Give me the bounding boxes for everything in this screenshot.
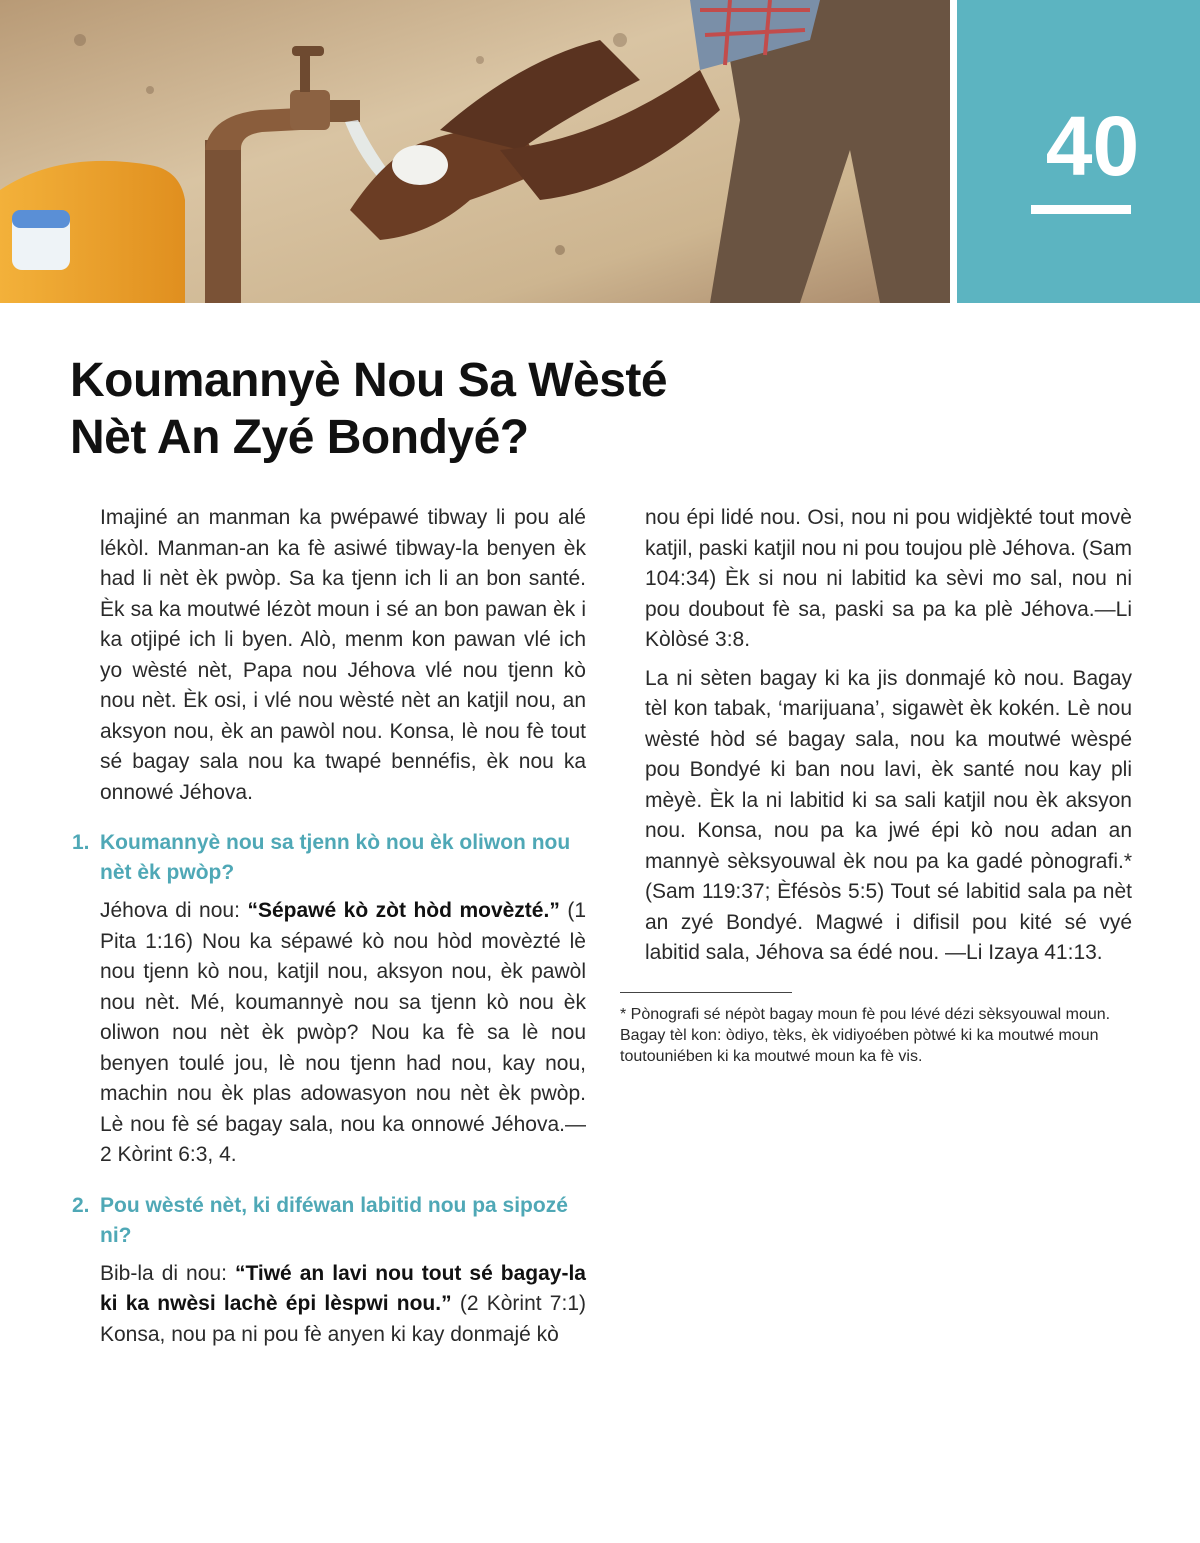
- right-column: [645, 503, 1132, 969]
- answer-2-body: (2 Kòrint 7:1) Konsa, nou pa ni pou fè anyen ki kay donmajé kò: [100, 1292, 586, 1346]
- answer-1-paragraph: [100, 896, 586, 1171]
- lesson-number: 40: [1045, 99, 1140, 193]
- question-2-number: 2.: [72, 1193, 90, 1217]
- answer-2-quote: “Tiwé an lavi nou tout sé bagay-la ki ka nwèsi lachè épi lèspwi nou.”: [100, 1261, 586, 1315]
- question-1-text: Koumannyè nou sa tjenn kò nou èk oliwon nou nèt èk pwòp?: [100, 831, 571, 884]
- left-column: [72, 503, 586, 1350]
- answer-2-paragraph-start: [100, 1259, 586, 1351]
- answer-1-lead: Jéhova di nou:: [100, 899, 248, 922]
- footnote: * Pònografi sé népòt bagay moun fè pou lévé dézi sèksyouwal moun. Bagay tèl kon: òdiyo, tèks, èk vidiyoében pòtwé ki ka moutwé moun toutouniében ki ka moutwé moun ka fè vis.: [620, 1006, 1111, 1065]
- answer-2-lead: Bib-la di nou:: [100, 1261, 235, 1285]
- intro-paragraph: Imajiné an manman ka pwépawé tibway li pou alé lékòl. Manman-an ka fè asiwé tibway-la benyen èk had li nèt èk pwòp. Sa ka tjenn ich li an bon santé. Èk sa ka moutwé lézòt moun i sé an bon pawan èk i ka otjipé ich li byen. Alò, menm kon pawan vlé ich yo wèsté nèt, Papa nou Jéhova vlé nou tjenn kò nou nèt. Èk osi, i vlé nou wèsté nèt an katjil nou, an aksyon nou, èk an pawòl nou. Konsa, lè nou fè tout sé bagay sala nou ka twapé bennéfis, èk nou ka onnowé Jéhova.: [100, 506, 586, 804]
- answer-1-quote: “Sépawé kò zòt hòd movèzté.”: [247, 899, 560, 922]
- hand-washing-photo-icon: [0, 0, 950, 303]
- question-2: [72, 1191, 586, 1251]
- lesson-number-underline: [1031, 205, 1131, 214]
- paragraph-3: La ni sèten bagay ki ka jis donmajé kò nou. Bagay tèl kon tabak, ‘marijuana’, sigawèt èk kokén. Lè nou wèsté hòd sé bagay sala, nou ka moutwé wèspé pou Bondyé ki ban nou lavi, èk santé nou kay pli mèyè. Èk la ni labitid ki sa sali katjil nou èk aksyon nou. Konsa, nou pa ka jwé épi kò nou adan an mannyè sèksyouwal èk nou pa ka gadé pònografi.* (Sam 119:37; Èfésòs 5:5) Tout sé labitid sala pa nèt an zyé Bondyé. Magwé i difisil pou kité sé vyé labitid sala, Jéhova sa édé nou. —Li Izaya 41:13.: [645, 666, 1132, 964]
- lesson-number-box: [957, 0, 1200, 303]
- page-title: [70, 352, 770, 466]
- question-2-text: Pou wèsté nèt, ki diféwan labitid nou pa sipozé ni?: [100, 1193, 568, 1247]
- answer-1-body: (1 Pita 1:16) Nou ka sépawé kò nou hòd movèzté lè nou tjenn kò nou, katjil nou, aksyon nou, èk pawòl nou nèt. Mé, koumannyè nou sa tjenn kò nou èk oliwon nou nèt èk pwòp? Nou ka fè sa lè nou benyen toulé jou, lè nou tjenn had nou, kay nou, machin nou èk plas adowasyon nou nèt èk pwòp. Lè nou fè sé bagay sala, nou ka onnowé Jéhova.—2 Kòrint 6:3, 4.: [100, 899, 586, 1166]
- question-1-number: 1.: [72, 831, 90, 854]
- question-1: [72, 828, 586, 888]
- answer-2-paragraph-continued: nou épi lidé nou. Osi, nou ni pou widjèkté tout movè katjil, paski katjil nou ni pou toujou plè Jéhova. (Sam 104:34) Èk si nou ni labitid ka sèvi mo sal, nou ni pou doubout fè sa, paski sa pa ka plè Jéhova.—Li Kòlòsé 3:8.: [645, 506, 1132, 651]
- hero-photo: [0, 0, 950, 303]
- page-title-line-2: Nèt An Zyé Bondyé?: [70, 411, 529, 464]
- page-title-line-1: Koumannyè Nou Sa Wèsté: [70, 354, 668, 407]
- footnote-divider: [620, 992, 792, 993]
